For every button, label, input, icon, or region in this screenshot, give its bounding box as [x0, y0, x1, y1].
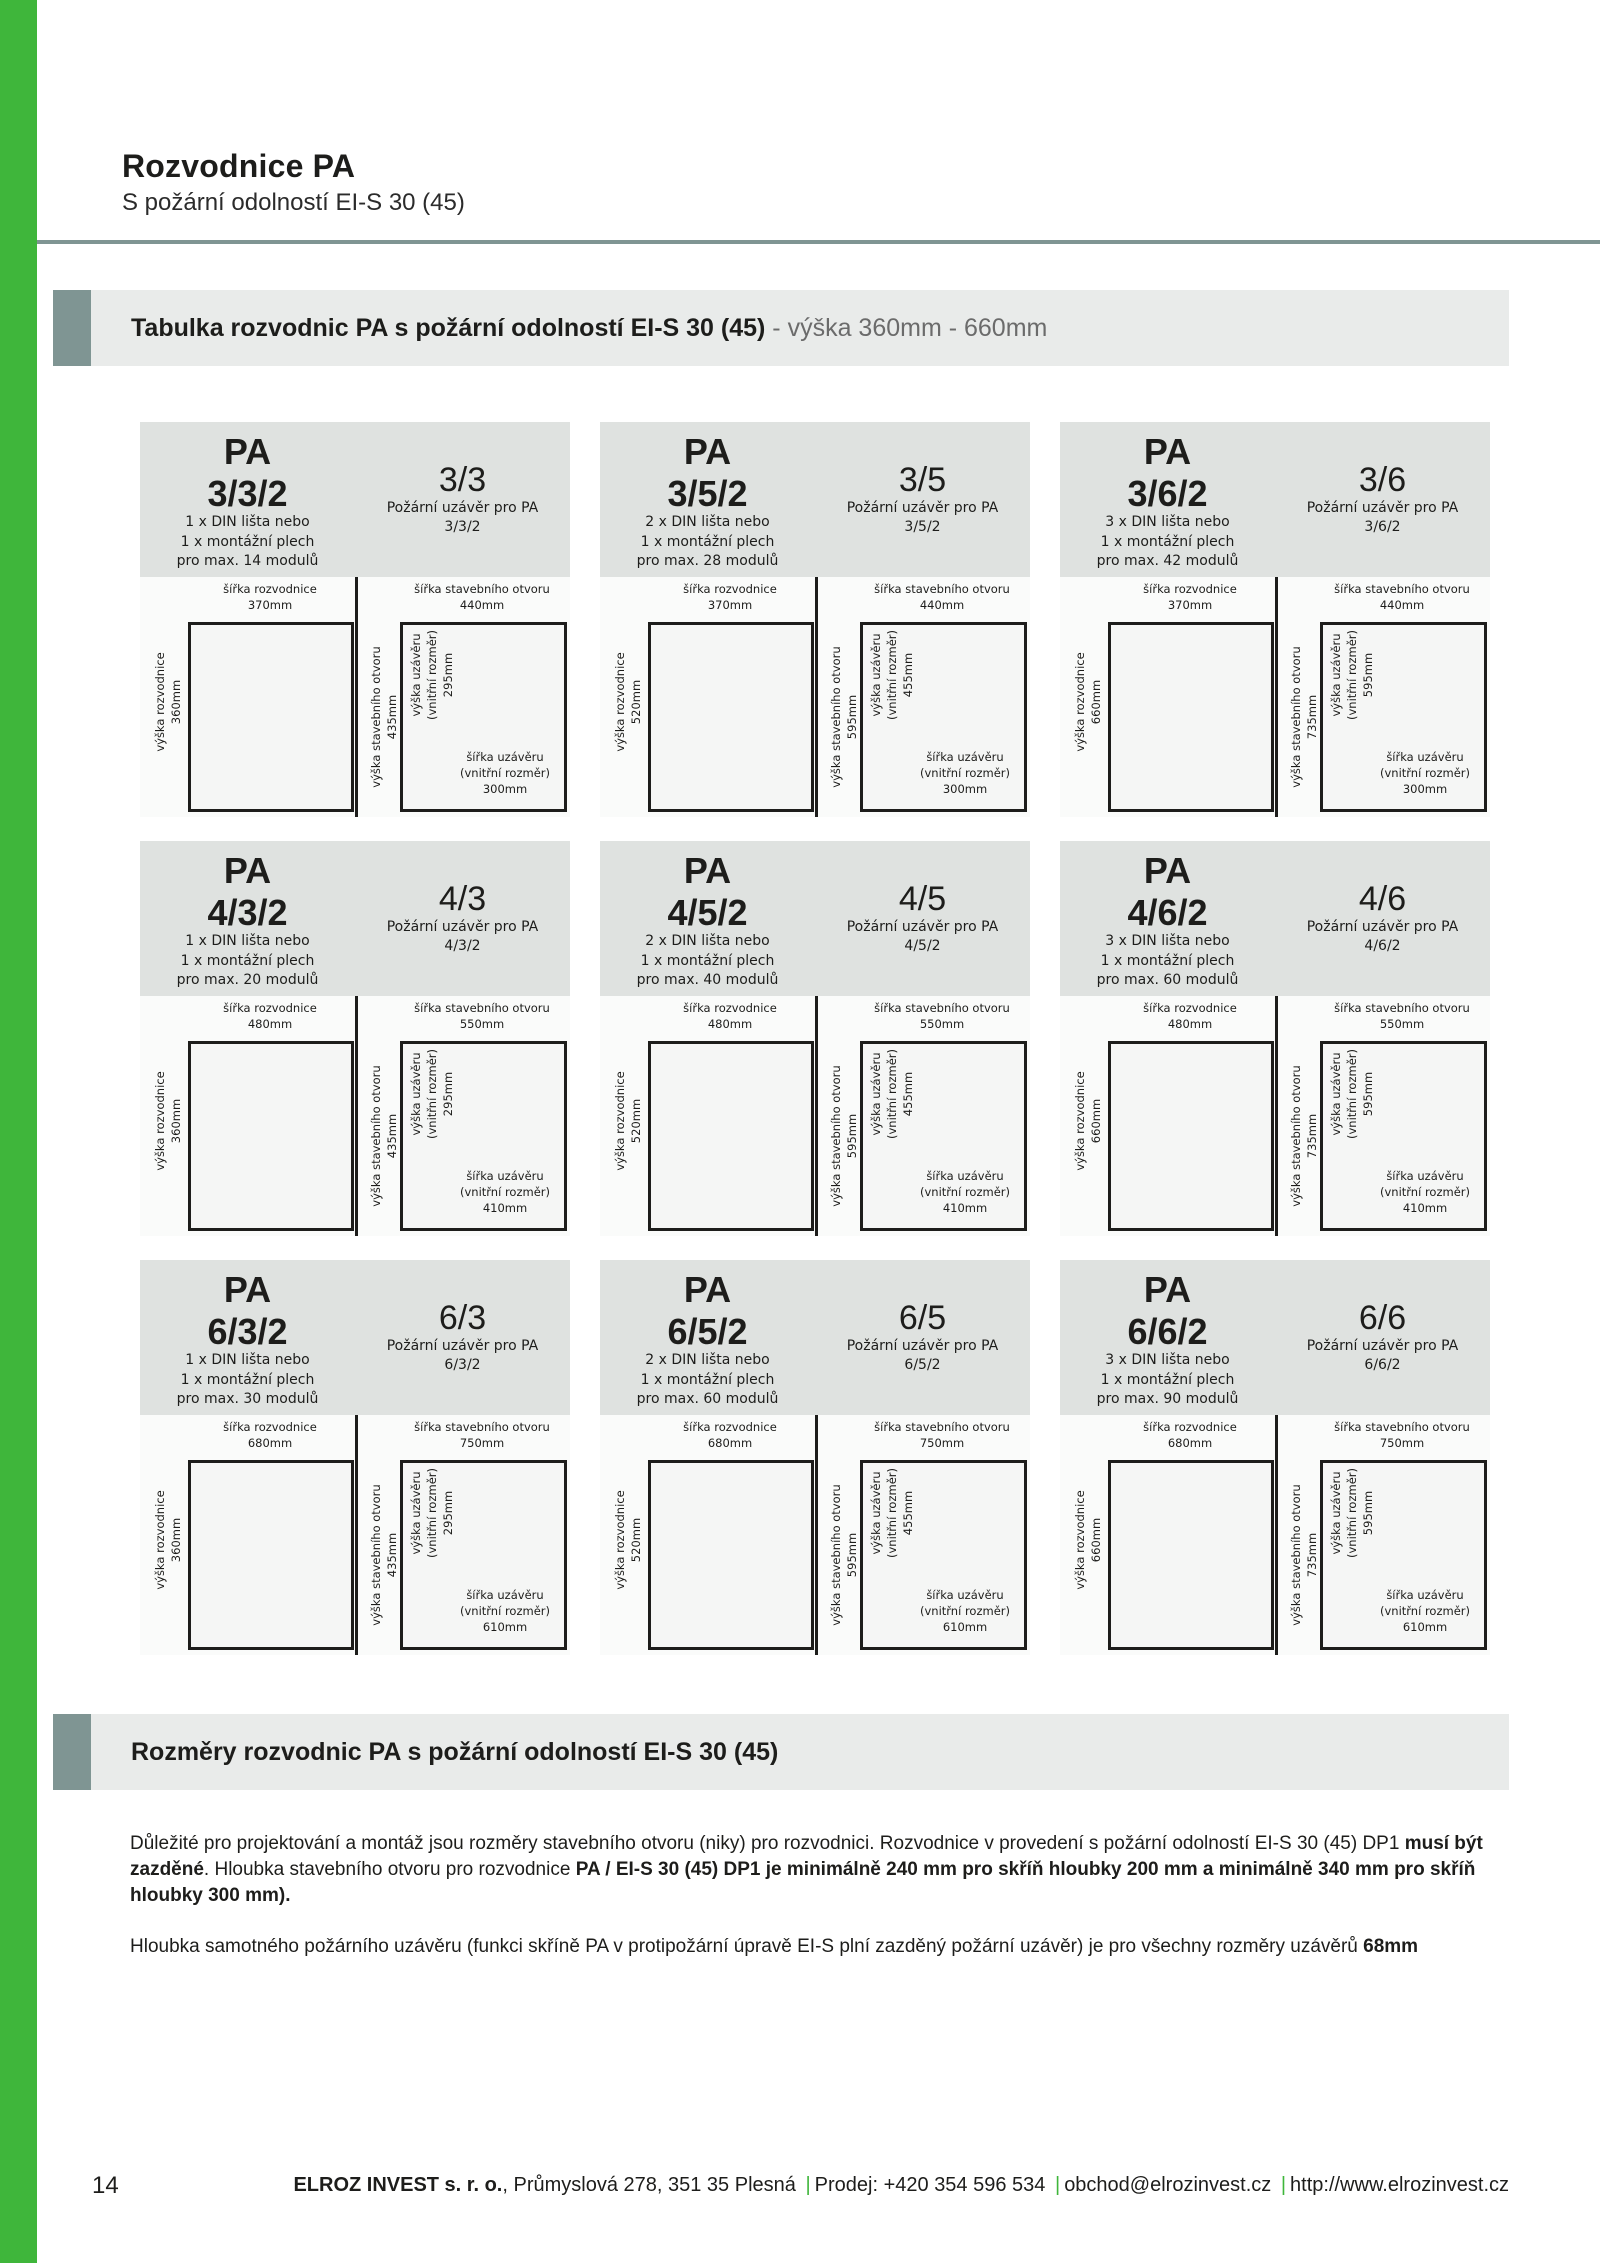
- card-code: 3/6/2: [1127, 473, 1208, 514]
- board-outline: [1108, 1041, 1274, 1231]
- card-door-code: 6/6: [1358, 1299, 1407, 1337]
- page-number: 14: [92, 2172, 119, 2199]
- door-height-label: výška uzávěru (vnitřní rozměr) 455mm: [869, 630, 915, 720]
- card-door-code: 3/5: [898, 461, 947, 499]
- distribution-board-card: [140, 1260, 570, 1655]
- card-divider: [1275, 577, 1278, 817]
- board-width-label: šířka rozvodnice 480mm: [223, 1001, 317, 1031]
- note-paragraph-2: Hloubka samotného požárního uzávěru (funkci skříně PA v protipožární úpravě EI-S plní zazděný požární uzávěr) je pro všechny rozměry uzávěrů 68mm: [130, 1936, 1419, 1957]
- card-description: 1 x DIN lišta nebo 1 x montážní plech pro max. 20 modulů: [176, 933, 319, 988]
- footer-sales: Prodej: +420 354 596 534: [814, 2174, 1046, 2196]
- card-code: 6/5/2: [667, 1311, 748, 1352]
- opening-height-label: výška stavebního otvoru 595mm: [829, 646, 859, 788]
- card-door-code: 4/6: [1358, 880, 1407, 918]
- door-width-label: šířka uzávěru (vnitřní rozměr) 610mm: [920, 1588, 1010, 1634]
- opening-height-label: výška stavebního otvoru 435mm: [369, 646, 399, 788]
- card-divider: [815, 996, 818, 1236]
- door-height-label: výška uzávěru (vnitřní rozměr) 295mm: [409, 1468, 455, 1558]
- card-description: 2 x DIN lišta nebo 1 x montážní plech pro max. 60 modulů: [636, 1352, 779, 1407]
- footer-separator: |: [1280, 2174, 1287, 2196]
- card-description: 1 x DIN lišta nebo 1 x montážní plech pro max. 14 modulů: [176, 514, 319, 569]
- card-pa-label: PA: [683, 431, 732, 472]
- card-code: 6/6/2: [1127, 1311, 1208, 1352]
- card-door-label: Požární uzávěr pro PA 4/5/2: [846, 919, 999, 954]
- board-outline: [188, 1041, 354, 1231]
- door-width-label: šířka uzávěru (vnitřní rozměr) 410mm: [920, 1169, 1010, 1215]
- card-door-label: Požární uzávěr pro PA 3/3/2: [386, 500, 539, 535]
- section-heading-table: [53, 290, 1509, 366]
- board-width-label: šířka rozvodnice 370mm: [223, 582, 317, 612]
- board-height-label: výška rozvodnice 520mm: [613, 1071, 643, 1171]
- section-accent: [53, 290, 91, 366]
- page-header: [122, 146, 465, 218]
- door-width-label: šířka uzávěru (vnitřní rozměr) 410mm: [1380, 1169, 1470, 1215]
- green-side-bar: [0, 0, 37, 2263]
- card-divider: [1275, 996, 1278, 1236]
- card-door-code: 3/6: [1358, 461, 1407, 499]
- opening-height-label: výška stavebního otvoru 435mm: [369, 1065, 399, 1207]
- footer-separator: |: [1054, 2174, 1061, 2196]
- distribution-board-card: [600, 1260, 1030, 1655]
- board-height-label: výška rozvodnice 360mm: [153, 1071, 183, 1171]
- board-outline: [648, 1460, 814, 1650]
- card-pa-label: PA: [683, 1269, 732, 1310]
- page-subtitle: S požární odolností EI-S 30 (45): [122, 189, 465, 216]
- distribution-board-card: [140, 422, 570, 817]
- opening-width-label: šířka stavebního otvoru 440mm: [1334, 582, 1470, 612]
- opening-height-label: výška stavebního otvoru 735mm: [1289, 646, 1319, 788]
- card-pa-label: PA: [223, 1269, 272, 1310]
- door-height-label: výška uzávěru (vnitřní rozměr) 455mm: [869, 1049, 915, 1139]
- board-height-label: výška rozvodnice 660mm: [1073, 652, 1103, 752]
- footer-web[interactable]: http://www.elrozinvest.cz: [1290, 2174, 1509, 2196]
- board-width-label: šířka rozvodnice 370mm: [1143, 582, 1237, 612]
- board-outline: [1108, 1460, 1274, 1650]
- opening-width-label: šířka stavebního otvoru 440mm: [874, 582, 1010, 612]
- door-height-label: výška uzávěru (vnitřní rozměr) 595mm: [1329, 1049, 1375, 1139]
- board-width-label: šířka rozvodnice 680mm: [683, 1420, 777, 1450]
- door-width-label: šířka uzávěru (vnitřní rozměr) 300mm: [460, 750, 550, 796]
- board-outline: [1108, 622, 1274, 812]
- card-code: 3/5/2: [667, 473, 748, 514]
- card-description: 3 x DIN lišta nebo 1 x montážní plech pro max. 60 modulů: [1096, 933, 1239, 988]
- card-door-label: Požární uzávěr pro PA 6/3/2: [386, 1338, 539, 1373]
- distribution-board-card: [1060, 1260, 1490, 1655]
- board-height-label: výška rozvodnice 520mm: [613, 652, 643, 752]
- distribution-board-card: [140, 841, 570, 1236]
- card-code: 4/5/2: [667, 892, 748, 933]
- card-code: 6/3/2: [207, 1311, 288, 1352]
- page-footer: [293, 2174, 1509, 2197]
- card-door-label: Požární uzávěr pro PA 6/5/2: [846, 1338, 999, 1373]
- opening-height-label: výška stavebního otvoru 435mm: [369, 1484, 399, 1626]
- opening-height-label: výška stavebního otvoru 595mm: [829, 1065, 859, 1207]
- footer-separator: |: [805, 2174, 811, 2196]
- board-width-label: šířka rozvodnice 370mm: [683, 582, 777, 612]
- distribution-board-card: [1060, 841, 1490, 1236]
- door-width-label: šířka uzávěru (vnitřní rozměr) 300mm: [920, 750, 1010, 796]
- opening-height-label: výška stavebního otvoru 595mm: [829, 1484, 859, 1626]
- board-outline: [188, 622, 354, 812]
- card-code: 3/3/2: [207, 473, 288, 514]
- card-door-label: Požární uzávěr pro PA 6/6/2: [1306, 1338, 1459, 1373]
- door-width-label: šířka uzávěru (vnitřní rozměr) 610mm: [460, 1588, 550, 1634]
- opening-width-label: šířka stavebního otvoru 550mm: [1334, 1001, 1470, 1031]
- board-width-label: šířka rozvodnice 480mm: [683, 1001, 777, 1031]
- board-width-label: šířka rozvodnice 680mm: [1143, 1420, 1237, 1450]
- board-outline: [648, 622, 814, 812]
- footer-email[interactable]: obchod@elrozinvest.cz: [1064, 2174, 1272, 2196]
- footer-address: , Průmyslová 278, 351 35 Plesná: [502, 2174, 796, 2196]
- card-pa-label: PA: [1143, 431, 1192, 472]
- footer-company: ELROZ INVEST s. r. o.: [293, 2174, 503, 2196]
- door-height-label: výška uzávěru (vnitřní rozměr) 455mm: [869, 1468, 915, 1558]
- door-height-label: výška uzávěru (vnitřní rozměr) 595mm: [1329, 630, 1375, 720]
- card-pa-label: PA: [1143, 1269, 1192, 1310]
- distribution-board-card: [600, 841, 1030, 1236]
- card-divider: [355, 577, 358, 817]
- board-height-label: výška rozvodnice 360mm: [153, 652, 183, 752]
- opening-height-label: výška stavebního otvoru 735mm: [1289, 1484, 1319, 1626]
- section-accent: [53, 1714, 91, 1790]
- card-divider: [1275, 1415, 1278, 1655]
- card-description: 1 x DIN lišta nebo 1 x montážní plech pro max. 30 modulů: [176, 1352, 319, 1407]
- board-height-label: výška rozvodnice 360mm: [153, 1490, 183, 1590]
- section-title-bold: Tabulka rozvodnic PA s požární odolností EI-S 30 (45): [131, 314, 766, 342]
- card-code: 4/6/2: [1127, 892, 1208, 933]
- card-description: 2 x DIN lišta nebo 1 x montážní plech pro max. 40 modulů: [636, 933, 779, 988]
- board-width-label: šířka rozvodnice 480mm: [1143, 1001, 1237, 1031]
- distribution-board-card: [1060, 422, 1490, 817]
- header-divider: [37, 240, 1600, 244]
- card-door-code: 6/5: [898, 1299, 947, 1337]
- card-pa-label: PA: [683, 850, 732, 891]
- card-door-code: 4/3: [438, 880, 487, 918]
- card-pa-label: PA: [1143, 850, 1192, 891]
- board-outline: [188, 1460, 354, 1650]
- opening-width-label: šířka stavebního otvoru 550mm: [414, 1001, 550, 1031]
- card-code: 4/3/2: [207, 892, 288, 933]
- card-divider: [815, 577, 818, 817]
- card-door-label: Požární uzávěr pro PA 3/6/2: [1306, 500, 1459, 535]
- card-door-label: Požární uzávěr pro PA 4/3/2: [386, 919, 539, 954]
- board-width-label: šířka rozvodnice 680mm: [223, 1420, 317, 1450]
- card-door-label: Požární uzávěr pro PA 4/6/2: [1306, 919, 1459, 954]
- note-paragraph-1: Důležité pro projektování a montáž jsou rozměry stavebního otvoru (niky) pro rozvodnici. Rozvodnice v provedení s požární odolností EI-S 30 (45) DP1 musí být zazděné. Hloubka stavebního otvoru pro rozvodnice PA / EI-S 30 (45) DP1 je minimálně 240 mm pro skříň hloubky 200 mm a minimálně 340 mm pro skříň hloubky 300 mm).: [130, 1833, 1483, 1906]
- card-divider: [815, 1415, 818, 1655]
- section-heading-dimensions: [53, 1714, 1509, 1790]
- board-height-label: výška rozvodnice 520mm: [613, 1490, 643, 1590]
- section-title-light: - výška 360mm - 660mm: [765, 314, 1048, 342]
- page-title: Rozvodnice PA: [122, 148, 356, 184]
- distribution-board-card: [600, 422, 1030, 817]
- opening-height-label: výška stavebního otvoru 735mm: [1289, 1065, 1319, 1207]
- opening-width-label: šířka stavebního otvoru 440mm: [414, 582, 550, 612]
- opening-width-label: šířka stavebního otvoru 750mm: [874, 1420, 1010, 1450]
- door-width-label: šířka uzávěru (vnitřní rozměr) 610mm: [1380, 1588, 1470, 1634]
- card-door-label: Požární uzávěr pro PA 3/5/2: [846, 500, 999, 535]
- card-door-code: 3/3: [438, 461, 487, 499]
- board-outline: [648, 1041, 814, 1231]
- card-description: 2 x DIN lišta nebo 1 x montážní plech pro max. 28 modulů: [636, 514, 779, 569]
- door-height-label: výška uzávěru (vnitřní rozměr) 595mm: [1329, 1468, 1375, 1558]
- card-door-code: 6/3: [438, 1299, 487, 1337]
- door-width-label: šířka uzávěru (vnitřní rozměr) 300mm: [1380, 750, 1470, 796]
- board-height-label: výška rozvodnice 660mm: [1073, 1071, 1103, 1171]
- opening-width-label: šířka stavebního otvoru 750mm: [1334, 1420, 1470, 1450]
- card-divider: [355, 1415, 358, 1655]
- door-width-label: šířka uzávěru (vnitřní rozměr) 410mm: [460, 1169, 550, 1215]
- card-pa-label: PA: [223, 850, 272, 891]
- opening-width-label: šířka stavebního otvoru 550mm: [874, 1001, 1010, 1031]
- card-description: 3 x DIN lišta nebo 1 x montážní plech pro max. 90 modulů: [1096, 1352, 1239, 1407]
- card-pa-label: PA: [223, 431, 272, 472]
- section-title-bold: Rozměry rozvodnic PA s požární odolností EI-S 30 (45): [131, 1738, 779, 1766]
- door-height-label: výška uzávěru (vnitřní rozměr) 295mm: [409, 630, 455, 720]
- card-description: 3 x DIN lišta nebo 1 x montážní plech pro max. 42 modulů: [1096, 514, 1239, 569]
- card-door-code: 4/5: [898, 880, 947, 918]
- door-height-label: výška uzávěru (vnitřní rozměr) 295mm: [409, 1049, 455, 1139]
- opening-width-label: šířka stavebního otvoru 750mm: [414, 1420, 550, 1450]
- board-height-label: výška rozvodnice 660mm: [1073, 1490, 1103, 1590]
- card-divider: [355, 996, 358, 1236]
